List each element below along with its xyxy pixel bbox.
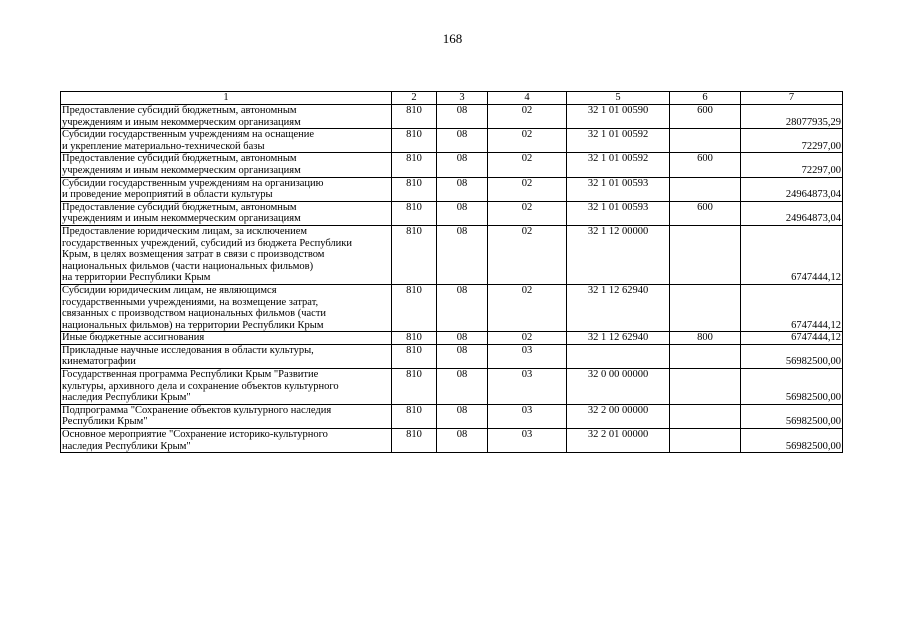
row-c4-cell: 02 [488,201,567,225]
row-c4-cell: 02 [488,332,567,345]
row-name-line: Государственная программа Республики Крым "Развитие [62,369,319,381]
row-name-line: государственными учреждениями, на возмещение затрат, [62,296,319,308]
header-cell-7: 7 [741,92,843,105]
row-c7-cell: 6747444,12 [741,332,843,345]
row-c2-cell: 810 [392,429,437,453]
row-c3-cell: 08 [437,105,488,129]
row-name-line: культуры, архивного дела и сохранение объектов культурного [62,380,339,392]
row-c2-cell: 810 [392,369,437,405]
row-c5-cell: 32 1 01 00593 [567,201,670,225]
table-row [61,225,843,284]
table-row [61,105,843,129]
table-row [61,201,843,225]
row-c6-cell [670,429,741,453]
row-name-line: Предоставление юридическим лицам, за исключением [62,225,308,237]
row-name-line: государственных учреждений, субсидий из бюджета Республики [62,237,353,249]
row-c7-cell: 6747444,12 [741,225,843,284]
table-row [61,344,843,368]
header-cell-6: 6 [670,92,741,105]
row-c4-cell: 03 [488,404,567,428]
row-c3-cell: 08 [437,225,488,284]
row-c5-cell: 32 1 12 62940 [567,284,670,331]
row-name-line: Субсидии государственным учреждениям на организацию [62,177,324,189]
row-c3-cell: 08 [437,344,488,368]
row-c3-cell: 08 [437,369,488,405]
table-row [61,153,843,177]
row-c7-cell: 72297,00 [741,153,843,177]
row-c7-cell: 28077935,29 [741,105,843,129]
row-c5-cell: 32 2 00 00000 [567,404,670,428]
row-c4-cell: 02 [488,177,567,201]
row-name-line: Предоставление субсидий бюджетным, автономным [62,153,297,165]
table-row [61,129,843,153]
page-number: 168 [442,31,463,46]
row-name-line: наследия Республики Крым" [62,440,191,452]
row-c5-cell: 32 1 12 00000 [567,225,670,284]
table-row [61,369,843,405]
row-c6-cell [670,404,741,428]
row-c6-cell [670,225,741,284]
row-name-cell [61,177,392,201]
row-name-line: учреждениям и иным некоммерческим организациям [62,116,301,128]
row-c4-cell: 03 [488,429,567,453]
row-name-cell [61,201,392,225]
row-c7-cell: 56982500,00 [741,344,843,368]
row-c2-cell: 810 [392,105,437,129]
row-c7-cell: 56982500,00 [741,369,843,405]
row-c5-cell [567,344,670,368]
row-name-cell [61,404,392,428]
row-name-line: Субсидии государственным учреждениям на оснащение [62,129,315,141]
row-c7-cell: 6747444,12 [741,284,843,331]
row-name-line: и проведение мероприятий в области культуры [62,189,273,201]
header-cell-2: 2 [392,92,437,105]
row-c3-cell: 08 [437,201,488,225]
budget-table [60,91,843,453]
row-c4-cell: 02 [488,153,567,177]
row-c5-cell: 32 1 01 00592 [567,153,670,177]
row-name-line: Крым, в целях возмещения затрат в связи с производством [62,249,325,261]
row-name-line: наследия Республики Крым" [62,392,191,404]
row-c6-cell [670,177,741,201]
table-row [61,429,843,453]
row-name-line: Прикладные научные исследования в области культуры, [62,344,314,356]
table-row [61,284,843,331]
row-name-line: Субсидии юридическим лицам, не являющимся [62,284,277,296]
row-c2-cell: 810 [392,404,437,428]
row-c4-cell: 02 [488,129,567,153]
row-name-line: Основное мероприятие "Сохранение историко-культурного [62,429,328,441]
row-c6-cell [670,369,741,405]
row-c3-cell: 08 [437,153,488,177]
row-name-cell [61,225,392,284]
row-name-line: Иные бюджетные ассигнования [62,332,205,344]
row-name-line: учреждениям и иным некоммерческим организациям [62,213,301,225]
row-c2-cell: 810 [392,129,437,153]
table-row [61,404,843,428]
row-name-cell [61,429,392,453]
row-name-cell [61,369,392,405]
header-cell-4: 4 [488,92,567,105]
row-name-cell [61,332,392,345]
row-c5-cell: 32 1 01 00593 [567,177,670,201]
row-c5-cell: 32 0 00 00000 [567,369,670,405]
row-c4-cell: 02 [488,225,567,284]
row-c6-cell [670,129,741,153]
row-c2-cell: 810 [392,344,437,368]
row-c2-cell: 810 [392,177,437,201]
row-c5-cell: 32 2 01 00000 [567,429,670,453]
row-c5-cell: 32 1 01 00590 [567,105,670,129]
row-name-line: Предоставление субсидий бюджетным, автономным [62,105,297,116]
table-header-row [61,92,843,105]
row-name-cell [61,344,392,368]
row-name-line: Подпрограмма "Сохранение объектов культурного наследия [62,404,332,416]
row-c6-cell: 600 [670,201,741,225]
row-c7-cell: 24964873,04 [741,201,843,225]
row-c3-cell: 08 [437,404,488,428]
row-name-line: Предоставление субсидий бюджетным, автономным [62,201,297,213]
row-c6-cell: 800 [670,332,741,345]
row-name-cell [61,284,392,331]
row-c5-cell: 32 1 01 00592 [567,129,670,153]
row-c6-cell [670,344,741,368]
row-c2-cell: 810 [392,201,437,225]
row-name-line: Республики Крым" [62,416,148,428]
row-c7-cell: 56982500,00 [741,429,843,453]
row-name-line: и укрепление материально-технической базы [62,140,265,152]
row-name-line: национальных фильмов) на территории Республики Крым [62,319,324,331]
table-row [61,332,843,345]
row-c2-cell: 810 [392,332,437,345]
row-c6-cell: 600 [670,105,741,129]
row-name-line: на территории Республики Крым [62,272,211,284]
row-c3-cell: 08 [437,429,488,453]
row-c3-cell: 08 [437,332,488,345]
row-c5-cell: 32 1 12 62940 [567,332,670,345]
row-name-cell [61,129,392,153]
row-c4-cell: 03 [488,369,567,405]
row-c4-cell: 02 [488,284,567,331]
header-cell-5: 5 [567,92,670,105]
table-row [61,177,843,201]
row-c4-cell: 02 [488,105,567,129]
row-name-cell [61,153,392,177]
row-c3-cell: 08 [437,284,488,331]
row-c3-cell: 08 [437,129,488,153]
row-c6-cell: 600 [670,153,741,177]
header-cell-3: 3 [437,92,488,105]
row-name-line: связанных с производством национальных фильмов (части [62,308,327,320]
row-c2-cell: 810 [392,225,437,284]
header-cell-1: 1 [61,92,392,105]
row-c6-cell [670,284,741,331]
row-name-cell [61,105,392,129]
row-c7-cell: 24964873,04 [741,177,843,201]
row-c7-cell: 72297,00 [741,129,843,153]
row-name-line: кинематографии [62,356,136,368]
row-c7-cell: 56982500,00 [741,404,843,428]
row-c2-cell: 810 [392,284,437,331]
row-c3-cell: 08 [437,177,488,201]
row-name-line: учреждениям и иным некоммерческим организациям [62,164,301,176]
row-c4-cell: 03 [488,344,567,368]
row-name-line: национальных фильмов (части национальных фильмов) [62,260,314,272]
row-c2-cell: 810 [392,153,437,177]
